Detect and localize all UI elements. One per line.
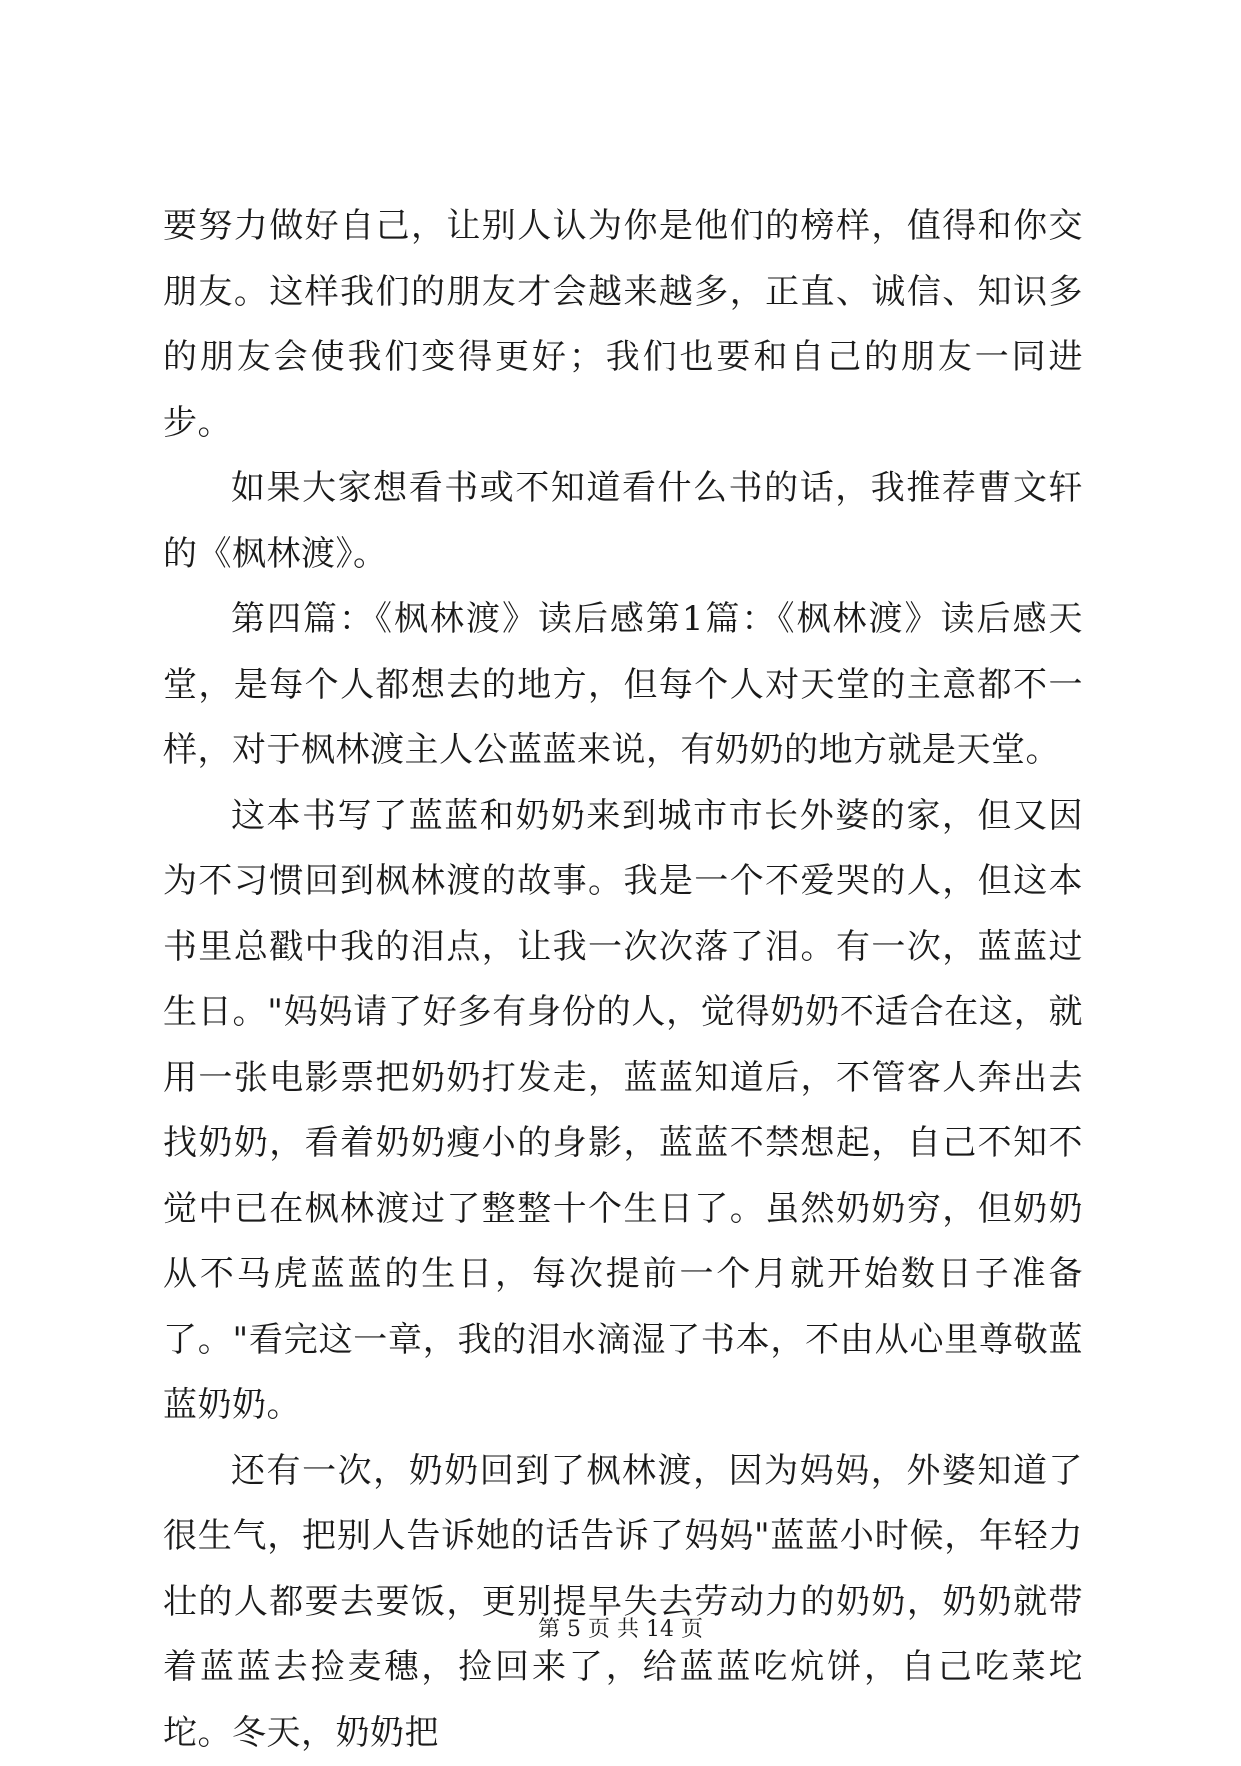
- paragraph-2: 如果大家想看书或不知道看什么书的话，我推荐曹文轩的《枫林渡》。: [163, 456, 1083, 587]
- paragraph-5: 还有一次，奶奶回到了枫林渡，因为妈妈，外婆知道了很生气，把别人告诉她的话告诉了妈妈"蓝蓝小时候，年轻力壮的人都要去要饭，更别提早失去劳动力的奶奶，奶奶就带着蓝蓝去捡麦穗，捡回来了，给蓝蓝吃炕饼，自己吃菜坨坨。冬天，奶奶把: [163, 1439, 1083, 1766]
- paragraph-3: 第四篇：《枫林渡》读后感第1篇：《枫林渡》读后感天堂，是每个人都想去的地方，但每个人对天堂的主意都不一样，对于枫林渡主人公蓝蓝来说，有奶奶的地方就是天堂。: [163, 587, 1083, 784]
- paragraph-4: 这本书写了蓝蓝和奶奶来到城市市长外婆的家，但又因为不习惯回到枫林渡的故事。我是一个不爱哭的人，但这本书里总戳中我的泪点，让我一次次落了泪。有一次，蓝蓝过生日。"妈妈请了好多有身份的人，觉得奶奶不适合在这，就用一张电影票把奶奶打发走，蓝蓝知道后，不管客人奔出去找奶奶，看着奶奶瘦小的身影，蓝蓝不禁想起，自己不知不觉中已在枫林渡过了整整十个生日了。虽然奶奶穷，但奶奶从不马虎蓝蓝的生日，每次提前一个月就开始数日子准备了。"看完这一章，我的泪水滴湿了书本，不由从心里尊敬蓝蓝奶奶。: [163, 784, 1083, 1439]
- page-footer: 第 5 页 共 14 页: [0, 1612, 1241, 1643]
- paragraph-1: 要努力做好自己，让别人认为你是他们的榜样，值得和你交朋友。这样我们的朋友才会越来越多，正直、诚信、知识多的朋友会使我们变得更好；我们也要和自己的朋友一同进步。: [163, 194, 1083, 456]
- body-text: [163, 194, 1083, 1766]
